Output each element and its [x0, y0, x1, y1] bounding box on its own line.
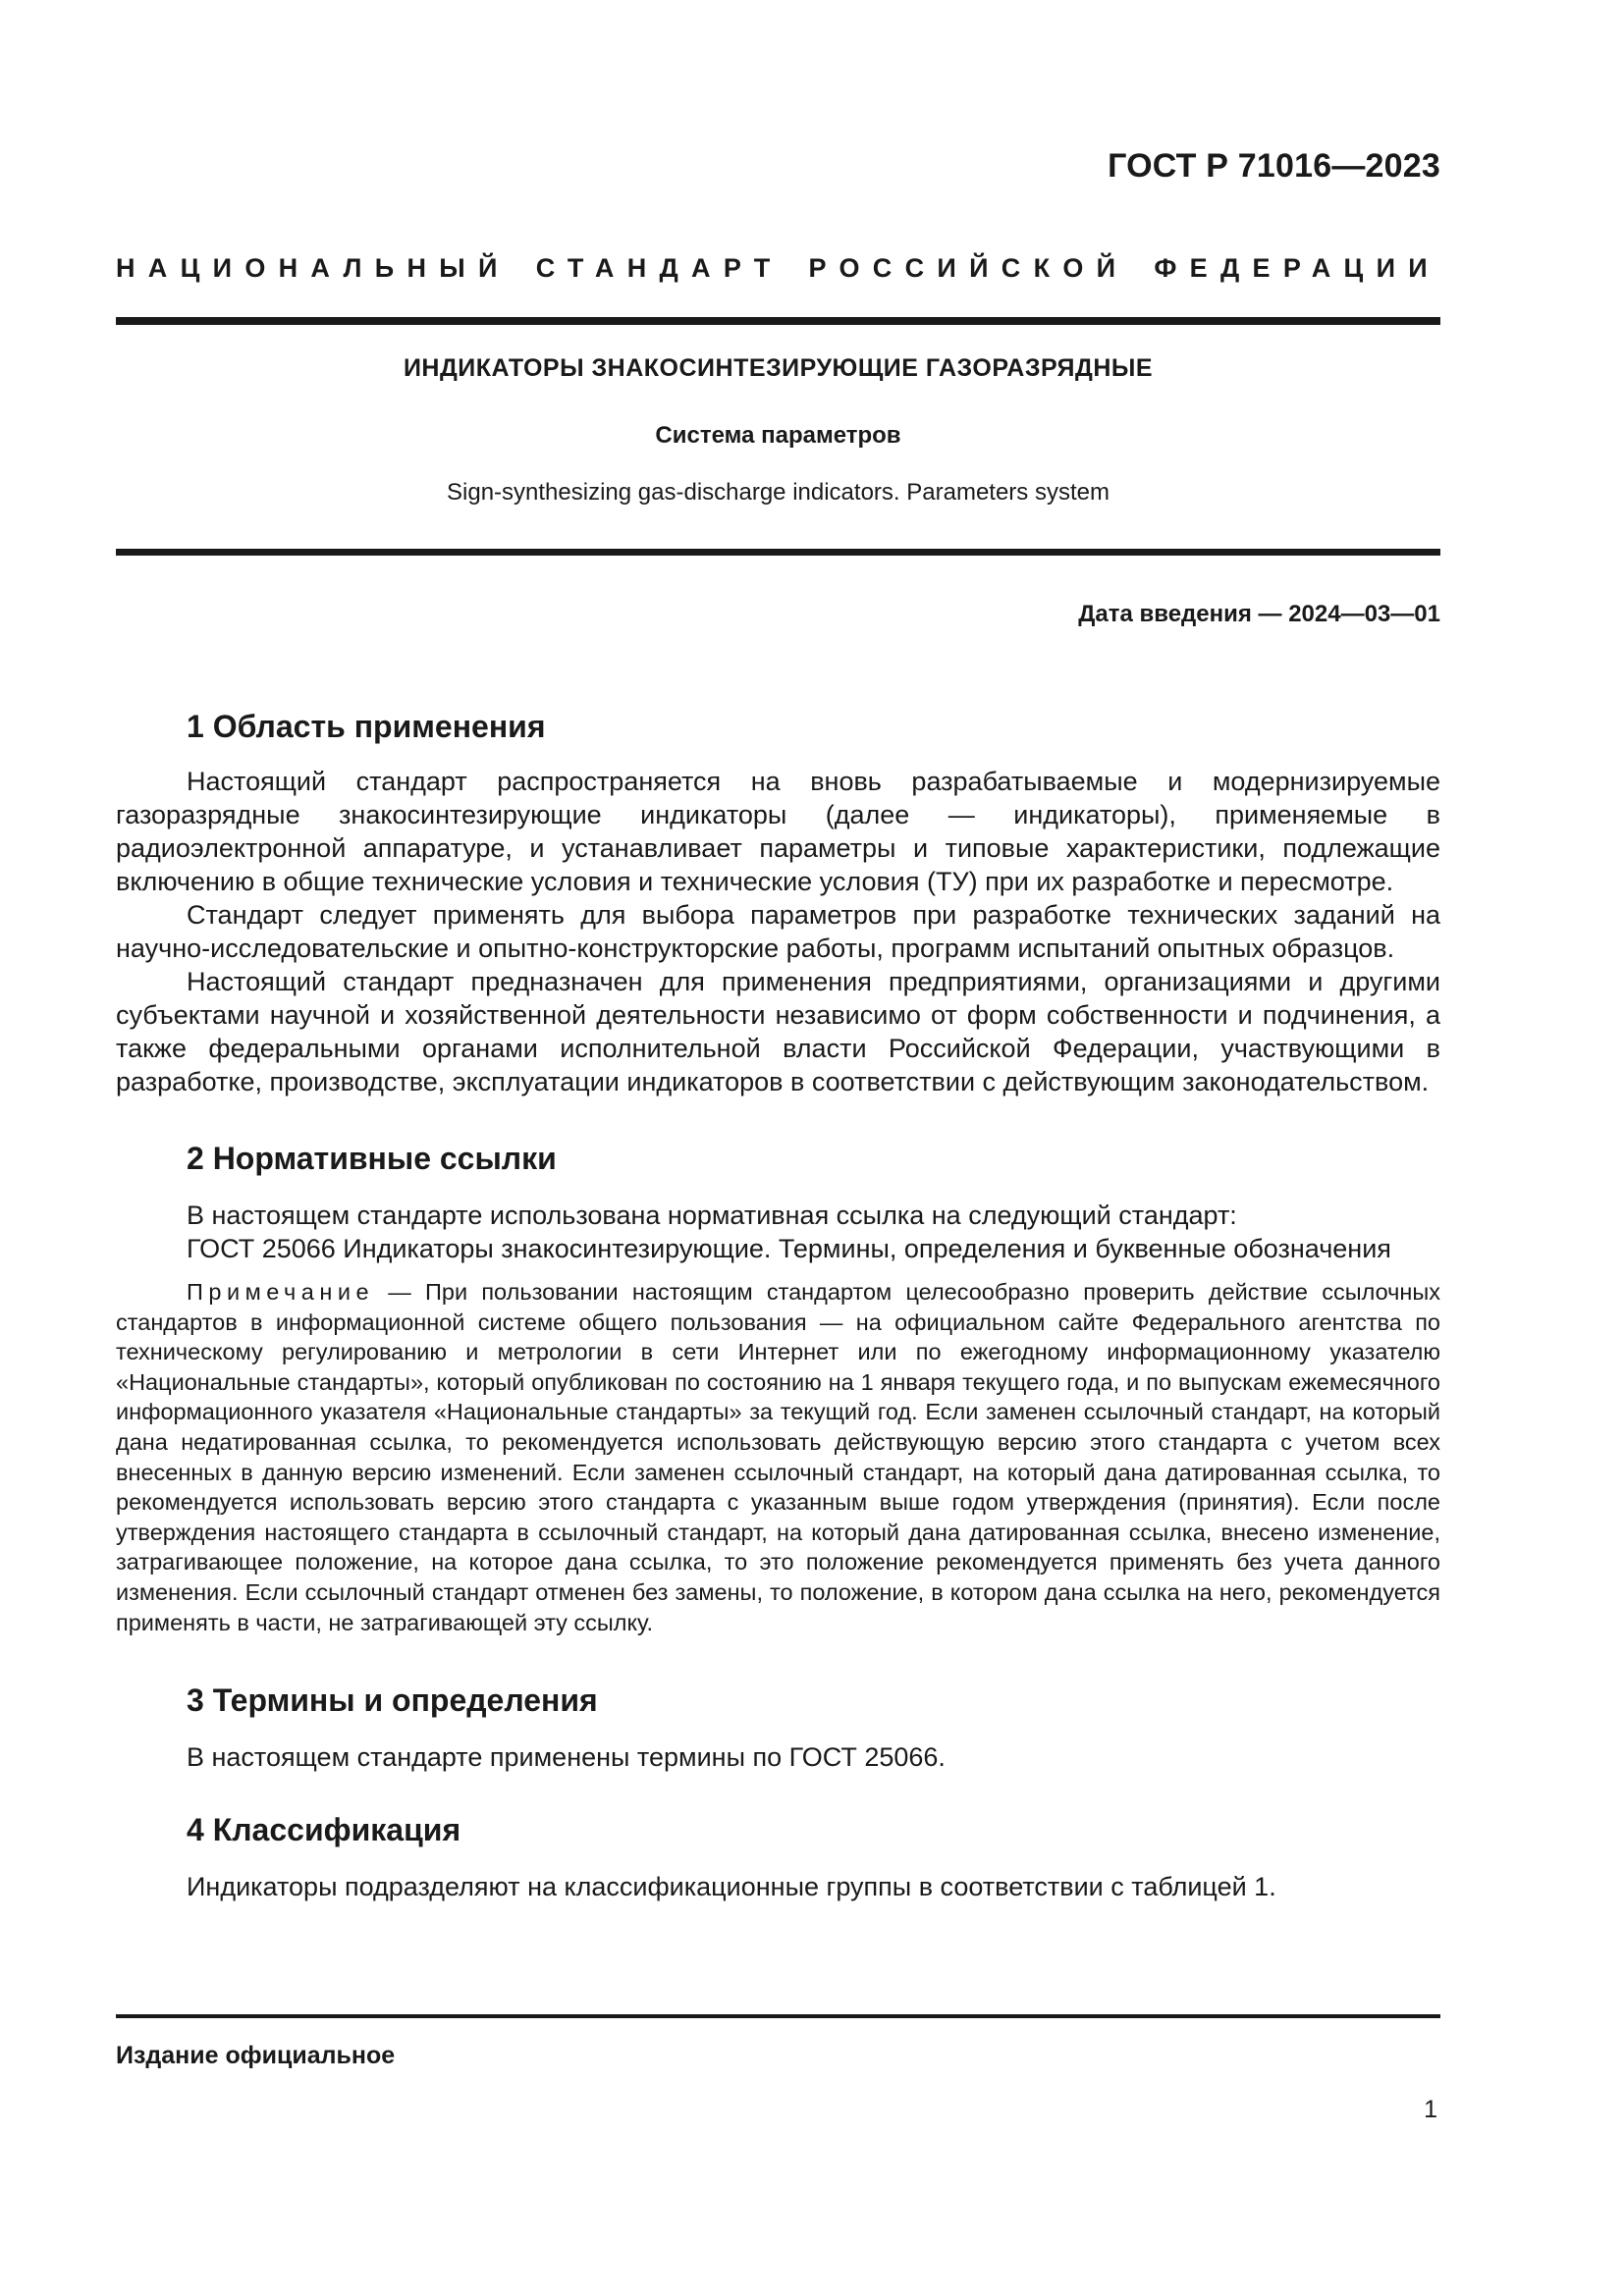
introduction-date: Дата введения — 2024—03—01: [1078, 601, 1440, 627]
document-title: ИНДИКАТОРЫ ЗНАКОСИНТЕЗИРУЮЩИЕ ГАЗОРАЗРЯДНЫЕ: [403, 354, 1154, 382]
section-heading-scope: 1 Область применения: [187, 709, 546, 744]
paragraph: Настоящий стандарт предназначен для применения предприятиями, организациями и другими субъектами научной и хозяйственной деятельности независимо от форм собственности и подчинения, а также федеральными органами исполнительной власти Российской Федерации, участвующими в разработке, производстве, эксплуатации индикаторов в соответствии с действующим законодательством.: [116, 967, 1440, 1096]
paragraph: Стандарт следует применять для выбора параметров при разработке технических заданий на научно-исследовательские и опытно-конструкторские работы, программ испытаний опытных образцов.: [116, 900, 1440, 963]
section-body-terms: [116, 1740, 1440, 1774]
note-block: [116, 1277, 1440, 1637]
document-subtitle: Система параметров: [655, 422, 901, 449]
section-heading-normative-references: 2 Нормативные ссылки: [187, 1141, 557, 1176]
page-number: 1: [1424, 2096, 1437, 2123]
note-paragraph: [116, 1277, 1440, 1637]
section-heading-terms: 3 Термины и определения: [187, 1682, 598, 1718]
reference-entry: ГОСТ 25066 Индикаторы знакосинтезирующие. Термины, определения и буквенные обозначения: [187, 1234, 1391, 1263]
section-body-classification: [116, 1870, 1440, 1903]
english-title: Sign-synthesizing gas-discharge indicators. Parameters system: [447, 479, 1110, 506]
top-divider: [116, 317, 1440, 325]
note-text: — При пользовании настоящим стандартом целесообразно проверить действие ссылочных стандартов в информационной системе общего пользования — на официальном сайте Федерального агентства по техническому регулированию и метрологии в сети Интернет или по ежегодному информационному указателю «Национальные стандарты», который опубликован по состоянию на 1 января текущего года, и по выпускам ежемесячного информационного указателя «Национальные стандарты» за текущий год. Если заменен ссылочный стандарт, на который дана недатированная ссылка, то рекомендуется использовать действующую версию этого стандарта с учетом всех внесенных в данную версию изменений. Если заменен ссылочный стандарт, на который дана датированная ссылка, то рекомендуется использовать версию этого стандарта с указанным выше годом утверждения (принятия). Если после утверждения настоящего стандарта в ссылочный стандарт, на который дана датированная ссылка, внесено изменение, затрагивающее положение, на которое дана ссылка, то это положение рекомендуется применять без учета данного изменения. Если ссылочный стандарт отменен без замены, то положение, в котором дана ссылка на него, рекомендуется применять в части, не затрагивающей эту ссылку.: [116, 1279, 1440, 1635]
document-number: ГОСТ Р 71016—2023: [1108, 147, 1440, 185]
note-label: Примечание: [187, 1279, 375, 1305]
national-standard-banner: НАЦИОНАЛЬНЫЙ СТАНДАРТ РОССИЙСКОЙ ФЕДЕРАЦИИ: [116, 253, 1440, 283]
section-body-scope: [116, 765, 1440, 1098]
paragraph: Индикаторы подразделяют на классификационные группы в соответствии с таблицей 1.: [187, 1872, 1276, 1901]
paragraph: В настоящем стандарте применены термины по ГОСТ 25066.: [187, 1742, 946, 1772]
section-body-normative-references: [116, 1199, 1440, 1265]
official-edition-label: Издание официальное: [116, 2042, 396, 2069]
section-heading-classification: 4 Классификация: [187, 1812, 461, 1847]
title-divider: [116, 549, 1440, 556]
paragraph: В настоящем стандарте использована нормативная ссылка на следующий стандарт:: [187, 1201, 1237, 1230]
paragraph: Настоящий стандарт распространяется на вновь разрабатываемые и модернизируемые газоразрядные знакосинтезирующие индикаторы (далее — индикаторы), применяемые в радиоэлектронной аппаратуре, и устанавливает параметры и типовые характеристики, подлежащие включению в общие технические условия и технические условия (ТУ) при их разработке и пересмотре.: [116, 767, 1440, 896]
footer-divider: [116, 2014, 1440, 2018]
